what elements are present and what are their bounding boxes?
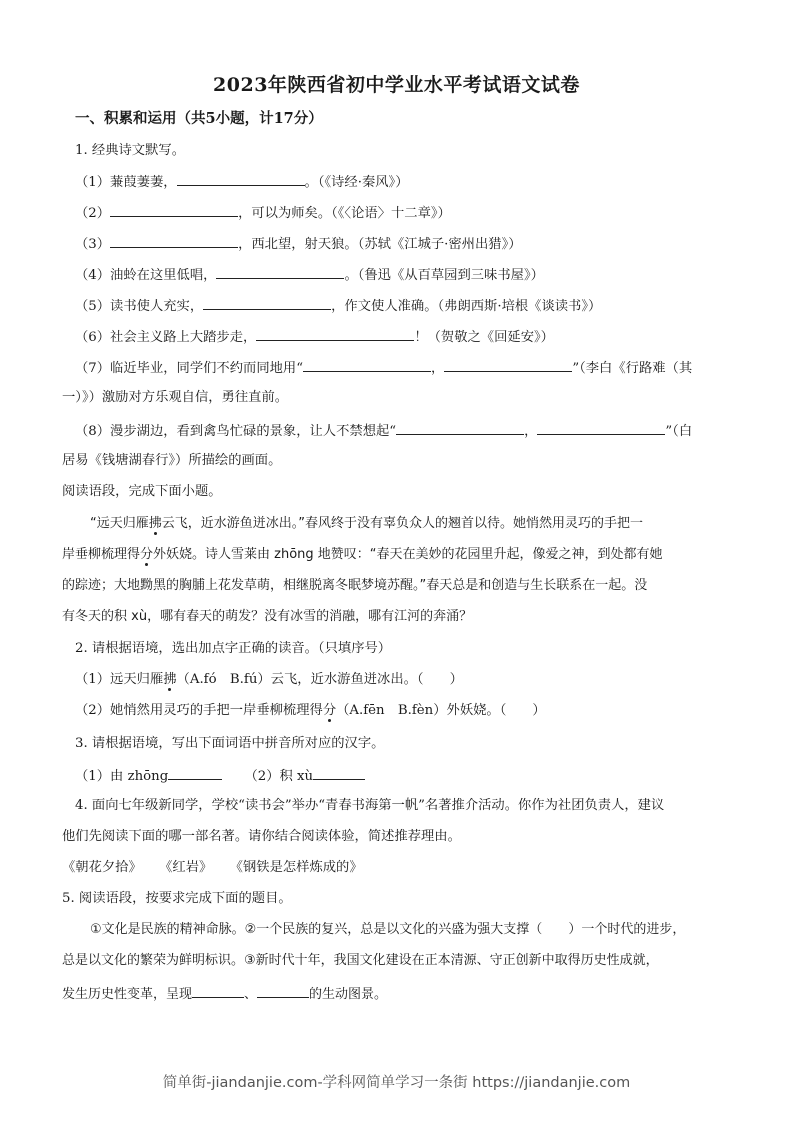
q1-item-8-post: ”（白	[665, 424, 693, 439]
answer-blank[interactable]	[396, 420, 524, 435]
q3-items	[75, 765, 723, 787]
book-list	[62, 858, 710, 878]
answer-blank[interactable]	[168, 765, 222, 780]
question-4-line-1: 4. 面向七年级新同学，学校“读书会”举办“青春书海第一帆”名著推介活动。你作为社团负责人，建议	[75, 798, 665, 813]
q1-item-6-pre: （6）社会主义路上大踏步走，	[75, 330, 257, 345]
q1-item-5-post: ，作文使人准确。（弗朗西斯·培根《谈读书》）	[331, 299, 602, 314]
answer-blank[interactable]	[192, 983, 244, 998]
question-4-line-2: 他们先阅读下面的哪一部名著。请你结合阅读体验，简述推荐理由。	[62, 829, 461, 844]
q2-item-2-text: （A.fēn B.fèn）外妖娆。（	[336, 703, 507, 718]
question-2-stem: 2. 请根据语境，选出加点字正确的读音。（只填序号）	[75, 641, 392, 656]
q1-item-3-pre: （3）	[75, 237, 111, 252]
dotted-char: 分	[322, 703, 337, 718]
q1-item-2	[75, 202, 723, 224]
passage-text: 的生动图景。	[309, 987, 388, 1002]
answer-blank[interactable]	[303, 357, 431, 372]
passage-text: 、	[244, 987, 258, 1002]
q2-item-1-text: （A.fó B.fú）云飞，近水游鱼迸冰出。（	[176, 672, 424, 687]
q1-item-2-post: ，可以为师矣。（《〈论语〉十二章》）	[238, 206, 451, 221]
q1-item-8	[75, 420, 723, 442]
q2-item-1-text: （1）远天归雁	[75, 672, 164, 687]
answer-blank[interactable]	[257, 983, 309, 998]
answer-blank[interactable]	[110, 233, 238, 248]
question-5-stem: 5. 阅读语段，按要求完成下面的题目。	[62, 891, 292, 906]
answer-blank[interactable]	[313, 765, 365, 780]
question-3-stem: 3. 请根据语境，写出下面词语中拼音所对应的汉字。	[75, 736, 385, 751]
q1-item-5	[75, 295, 723, 317]
passage-line-4: 有冬天的积 xù，哪有春天的萌发？没有冰雪的消融，哪有江河的奔涌？	[62, 609, 473, 624]
passage-line-2	[62, 545, 710, 565]
dotted-char: 拂	[163, 672, 177, 687]
q5-passage-line-1	[62, 920, 738, 940]
q2-item-1	[75, 670, 723, 690]
page-title: 2023年陕西省初中学业水平考试语文试卷	[213, 74, 580, 96]
book-option: 《钢铁是怎样炼成的》	[236, 860, 363, 875]
q1-item-2-pre: （2）	[75, 206, 111, 221]
q5-passage-line-3	[62, 983, 710, 1005]
book-option: 《朝花夕拾》	[62, 860, 142, 875]
answer-blank[interactable]	[444, 357, 572, 372]
q1-item-7-pre: （7）临近毕业，同学们不约而同地用“	[75, 361, 304, 376]
q1-item-3-post: ，西北望，射天狼。（苏轼《江城子·密州出猎》）	[238, 237, 522, 252]
q1-item-1-pre: （1）蒹葭萋萋，	[75, 175, 177, 190]
q1-item-7-post: ”（李白《行路难（其	[572, 361, 693, 376]
answer-blank[interactable]	[537, 420, 665, 435]
answer-blank[interactable]	[110, 202, 238, 217]
q1-item-6-post: ！（贺敬之《回延安》）	[414, 330, 554, 345]
q2-item-1-end: ）	[449, 672, 463, 687]
q1-item-8-mid: ，	[524, 424, 538, 439]
answer-blank[interactable]	[203, 295, 331, 310]
question-1-stem: 1. 经典诗文默写。	[75, 143, 185, 158]
answer-blank[interactable]	[177, 171, 305, 186]
passage-line-3: 的踪迹；大地黝黑的胸脯上花发草萌，相继脱离冬眠梦境苏醒。”春天总是和创造与生长联系在一起。没	[62, 578, 648, 593]
q3-item-2: （2）积 xù	[244, 769, 314, 784]
q1-item-4-pre: （4）油蛉在这里低唱，	[75, 268, 217, 283]
q2-item-2-end: ）	[532, 703, 546, 718]
dotted-char: 拂	[148, 516, 162, 531]
passage-text: 外妖娆。诗人雪莱由 zhōng 地赞叹：“春天在美妙的花园里升起，像爱之神，到处都有她	[153, 547, 663, 562]
passage-text: “远天归雁	[90, 516, 149, 531]
passage-text: 发生历史性变革，呈现	[62, 987, 193, 1002]
passage-line-1	[62, 514, 738, 534]
footer-watermark: 简单街-jiandanjie.com-学科网简单学习一条街 https://jiandanjie.com	[162, 1075, 631, 1091]
q2-item-2-text: （2）她悄然用灵巧的手把一岸垂柳梳理得	[75, 703, 323, 718]
reading-intro: 阅读语段，完成下面小题。	[62, 484, 222, 499]
passage-text: 云飞，近水游鱼迸冰出。”春风终于没有辜负众人的翘首以待。她悄然用灵巧的手把一	[161, 516, 644, 531]
q2-item-2	[75, 701, 723, 721]
q1-item-6	[75, 326, 723, 348]
q1-item-4-post: 。（鲁迅《从百草园到三味书屋》）	[344, 268, 544, 283]
q1-item-4	[75, 264, 723, 286]
q1-item-8-continued: 居易《钱塘湖春行》）所描绘的画面。	[62, 453, 282, 468]
q3-item-1: （1）由 zhōng	[75, 769, 169, 784]
book-option: 《红岩》	[165, 860, 213, 875]
q1-item-3	[75, 233, 723, 255]
q1-item-1-post: 。（《诗经·秦风》）	[304, 175, 409, 190]
q1-item-7-continued: 一）》）激励对方乐观自信，勇往直前。	[62, 390, 289, 405]
dotted-char: 分	[140, 547, 154, 562]
passage-text: 岸垂柳梳理得	[62, 547, 141, 562]
passage-text: ）一个时代的进步，	[568, 922, 686, 937]
section-heading: 一、积累和运用（共5小题，计17分）	[75, 110, 323, 127]
q1-item-7	[75, 357, 723, 379]
q1-item-5-pre: （5）读书使人充实，	[75, 299, 204, 314]
answer-blank[interactable]	[216, 264, 344, 279]
q1-item-7-mid: ，	[431, 361, 445, 376]
q1-item-1	[75, 171, 723, 193]
q1-item-8-pre: （8）漫步湖边，看到禽鸟忙碌的景象，让人不禁想起“	[75, 424, 397, 439]
q5-passage-line-2: 总是以文化的繁荣为鲜明标识。③新时代十年，我国文化建设在正本清源、守正创新中取得历史性成就，	[62, 953, 659, 968]
answer-blank[interactable]	[256, 326, 414, 341]
passage-text: ①文化是民族的精神命脉。②一个民族的复兴，总是以文化的兴盛为强大支撑（	[90, 922, 543, 937]
